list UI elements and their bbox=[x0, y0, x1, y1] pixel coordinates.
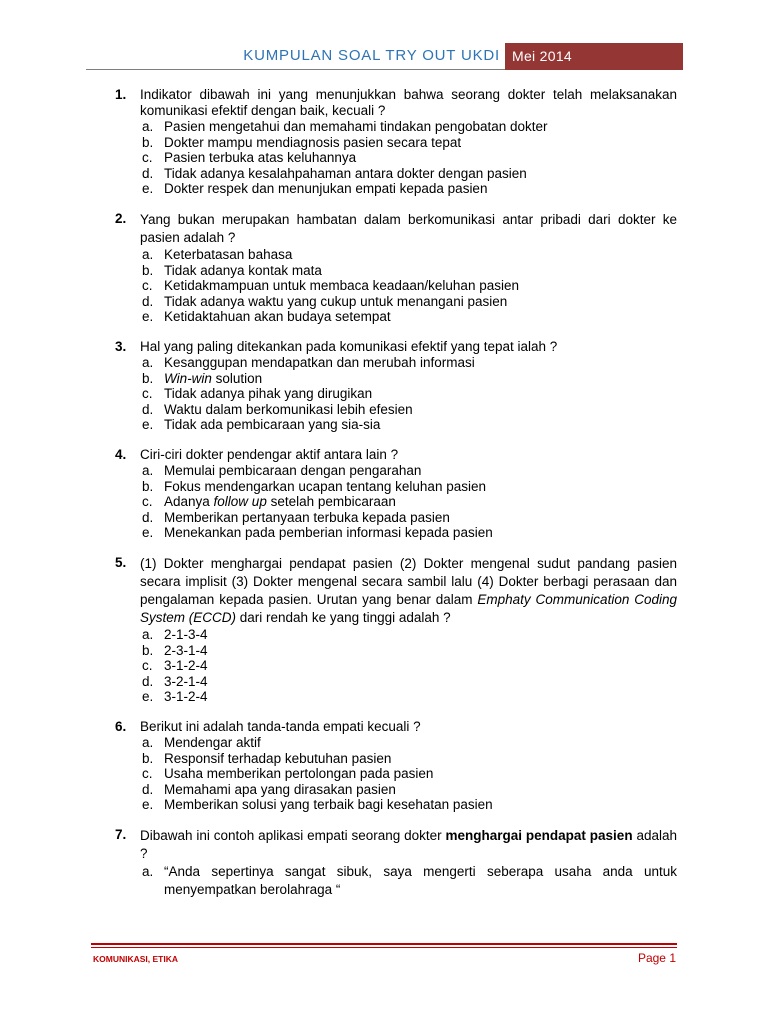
option-d: d. Tidak adanya waktu yang cukup untuk menangani pasien bbox=[142, 293, 508, 309]
question-number: 1. bbox=[115, 87, 127, 102]
document-date-badge: Mei 2014 bbox=[505, 43, 683, 70]
question-number: 4. bbox=[115, 447, 127, 462]
option-e: e. Menekankan pada pemberian informasi kepada pasien bbox=[142, 525, 493, 540]
question-5 bbox=[115, 555, 677, 705]
question-text: (1) Dokter menghargai pendapat pasien (2) Dokter mengenal sudut pandang pasien secara implisit (3) Dokter mengenal secara sambil lalu (4) Dokter berbagi perasaan dan pengalaman kepada pasien. Urutan yang benar dalam Emphaty Communication Coding System (ECCD) dari rendah ke yang tinggi adalah ? bbox=[140, 556, 677, 625]
option-c: c. Adanya follow up setelah pembicaraan bbox=[142, 494, 396, 509]
question-number: 6. bbox=[115, 719, 127, 734]
option-list bbox=[140, 119, 677, 197]
question-text: Indikator dibawah ini yang menunjukkan bahwa seorang dokter telah melaksanakan komunikasi efektif dengan baik, kecuali ? bbox=[140, 87, 677, 118]
footer-section-label: KOMUNIKASI, ETIKA bbox=[93, 954, 178, 964]
option-c: c. Usaha memberikan pertolongan pada pasien bbox=[142, 766, 434, 781]
option-a: a. Kesanggupan mendapatkan dan merubah informasi bbox=[142, 355, 475, 370]
option-list bbox=[140, 863, 677, 899]
option-b: b. Tidak adanya kontak mata bbox=[142, 262, 322, 278]
question-4 bbox=[115, 447, 677, 541]
option-d: d. Memahami apa yang dirasakan pasien bbox=[142, 781, 396, 797]
option-c: c. Tidak adanya pihak yang dirugikan bbox=[142, 386, 373, 401]
question-6 bbox=[115, 719, 677, 813]
page-number: Page 1 bbox=[637, 951, 676, 965]
option-list bbox=[140, 627, 677, 705]
option-d: d. 3-2-1-4 bbox=[142, 673, 208, 689]
question-number: 2. bbox=[115, 211, 127, 226]
option-a: a. Keterbatasan bahasa bbox=[142, 247, 293, 262]
option-c: c. Ketidakmampuan untuk membaca keadaan/keluhan pasien bbox=[142, 278, 519, 293]
footer-divider-thin bbox=[91, 947, 677, 948]
option-e: e. Dokter respek dan menunjukan empati kepada pasien bbox=[142, 181, 488, 196]
footer-divider bbox=[91, 943, 677, 945]
question-number: 5. bbox=[115, 555, 127, 570]
option-d: d. Memberikan pertanyaan terbuka kepada pasien bbox=[142, 509, 450, 525]
question-text: Dibawah ini contoh aplikasi empati seorang dokter menghargai pendapat pasien adalah ? bbox=[140, 828, 677, 861]
option-e: e. Memberikan solusi yang terbaik bagi kesehatan pasien bbox=[142, 797, 493, 812]
option-list bbox=[140, 463, 677, 541]
option-b: b. Responsif terhadap kebutuhan pasien bbox=[142, 750, 392, 766]
option-e: e. Tidak ada pembicaraan yang sia-sia bbox=[142, 417, 381, 432]
option-e: e. Ketidaktahuan akan budaya setempat bbox=[142, 309, 391, 324]
option-b: b. 2-3-1-4 bbox=[142, 642, 208, 658]
question-7 bbox=[115, 827, 677, 899]
option-a: a. Pasien mengetahui dan memahami tindakan pengobatan dokter bbox=[142, 119, 548, 134]
option-b: b. Win-win solution bbox=[142, 370, 263, 386]
option-a: a. Mendengar aktif bbox=[142, 735, 261, 750]
option-b: b. Dokter mampu mendiagnosis pasien secara tepat bbox=[142, 134, 462, 150]
option-list bbox=[140, 735, 677, 813]
option-list bbox=[140, 355, 677, 433]
option-a: a. 2-1-3-4 bbox=[142, 627, 208, 642]
question-number: 3. bbox=[115, 339, 127, 354]
question-list bbox=[115, 87, 677, 914]
question-text: Berikut ini adalah tanda-tanda empati kecuali ? bbox=[140, 719, 421, 734]
question-2 bbox=[115, 211, 677, 325]
document-title: KUMPULAN SOAL TRY OUT UKDI bbox=[243, 47, 500, 64]
option-a: a. “Anda sepertinya sangat sibuk, saya mengerti seberapa usaha anda untuk menyempatkan berolahraga “ bbox=[142, 864, 677, 897]
question-1 bbox=[115, 87, 677, 197]
question-text: Yang bukan merupakan hambatan dalam berkomunikasi antar pribadi dari dokter ke pasien adalah ? bbox=[140, 212, 677, 245]
option-a: a. Memulai pembicaraan dengan pengarahan bbox=[142, 463, 422, 478]
option-list bbox=[140, 247, 677, 325]
option-c: c. Pasien terbuka atas keluhannya bbox=[142, 150, 357, 165]
question-text: Ciri-ciri dokter pendengar aktif antara lain ? bbox=[140, 447, 399, 462]
question-3 bbox=[115, 339, 677, 433]
option-d: d. Waktu dalam berkomunikasi lebih efesien bbox=[142, 401, 413, 417]
option-c: c. 3-1-2-4 bbox=[142, 658, 208, 673]
option-b: b. Fokus mendengarkan ucapan tentang keluhan pasien bbox=[142, 478, 486, 494]
question-number: 7. bbox=[115, 827, 127, 842]
option-d: d. Tidak adanya kesalahpahaman antara dokter dengan pasien bbox=[142, 165, 527, 181]
header-divider bbox=[86, 69, 505, 70]
option-e: e. 3-1-2-4 bbox=[142, 689, 208, 704]
question-text: Hal yang paling ditekankan pada komunikasi efektif yang tepat ialah ? bbox=[140, 339, 558, 354]
